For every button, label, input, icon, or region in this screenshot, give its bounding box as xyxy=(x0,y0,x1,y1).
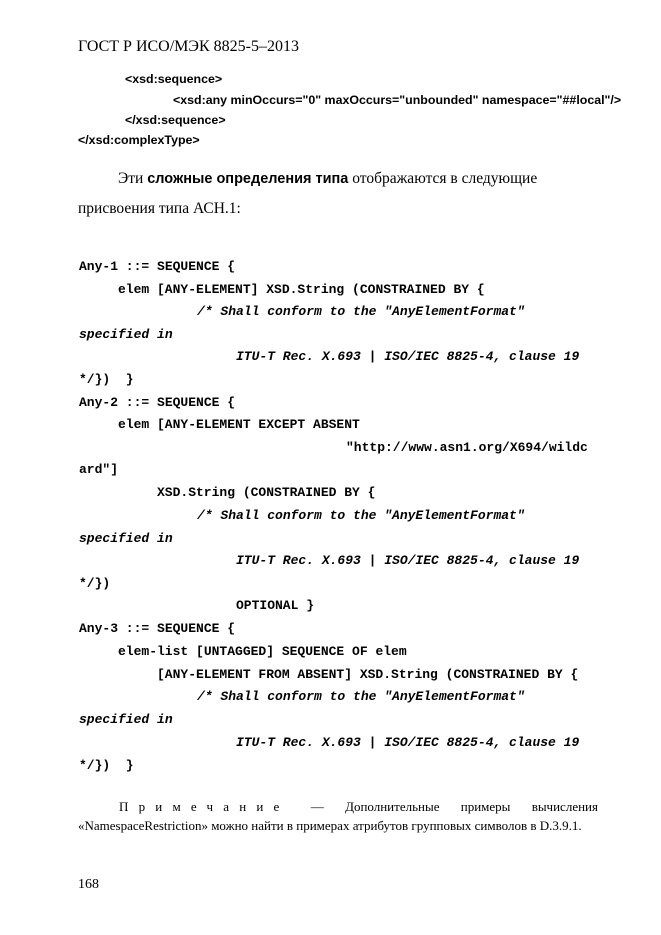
note-line2: «NamespaceRestriction» можно найти в примерах атрибутов групповых символов в D.3.9.1. xyxy=(78,817,582,833)
code-line: elem [ANY-ELEMENT EXCEPT ABSENT xyxy=(118,417,360,432)
code-line: Any-1 ::= SEQUENCE { xyxy=(79,259,236,274)
xml-line: </xsd:complexType> xyxy=(78,133,200,147)
page-header: ГОСТ Р ИСО/МЭК 8825-5–2013 xyxy=(78,38,299,55)
note-dash: — xyxy=(310,799,324,814)
intro-paragraph-line2: присвоения типа АСН.1: xyxy=(78,200,241,217)
intro-paragraph xyxy=(118,170,537,188)
code-comment: specified in xyxy=(79,531,173,546)
code-comment: specified in xyxy=(79,712,173,727)
code-line: Any-3 ::= SEQUENCE { xyxy=(79,621,236,636)
note-lead xyxy=(78,798,290,817)
code-line: elem-list [UNTAGGED] SEQUENCE OF elem xyxy=(118,644,407,659)
note-word: Дополнительные xyxy=(345,799,440,814)
intro-bold-term: сложные определения типа xyxy=(147,171,349,187)
xml-line: <xsd:sequence> xyxy=(125,72,223,86)
code-line: Any-2 ::= SEQUENCE { xyxy=(79,395,236,410)
code-line: XSD.String (CONSTRAINED BY { xyxy=(157,485,376,500)
code-comment: /* Shall conform to the "AnyElementFormat" xyxy=(197,689,525,704)
code-line: [ANY-ELEMENT FROM ABSENT] XSD.String (CONSTRAINED BY { xyxy=(157,667,579,682)
code-line: elem [ANY-ELEMENT] XSD.String (CONSTRAINED BY { xyxy=(118,282,485,297)
code-comment: ITU-T Rec. X.693 | ISO/IEC 8825-4, clause 19 xyxy=(236,553,580,568)
code-line: */}) } xyxy=(79,758,134,773)
code-line: OPTIONAL } xyxy=(236,598,315,613)
code-comment: specified in xyxy=(79,327,173,342)
code-comment: ITU-T Rec. X.693 | ISO/IEC 8825-4, clause 19 xyxy=(236,735,580,750)
note-line1 xyxy=(78,798,598,817)
code-comment: /* Shall conform to the "AnyElementFormat" xyxy=(197,508,525,523)
code-comment: ITU-T Rec. X.693 | ISO/IEC 8825-4, clause 19 xyxy=(236,349,580,364)
note-label: Примечание xyxy=(119,799,290,814)
code-line: */}) } xyxy=(79,372,134,387)
code-line: "http://www.asn1.org/X694/wildc xyxy=(346,440,588,455)
page-number: 168 xyxy=(78,877,99,892)
note-word: вычисления xyxy=(531,799,598,814)
code-line: */}) xyxy=(79,576,111,591)
xml-line: <xsd:any minOccurs="0" maxOccurs="unbounded" namespace="##local"/> xyxy=(173,93,622,107)
intro-text: отображаются в следующие xyxy=(348,170,538,187)
code-line: ard"] xyxy=(79,462,119,477)
note xyxy=(78,798,598,836)
note-word: примеры xyxy=(460,799,511,814)
intro-text: Эти xyxy=(118,170,148,187)
xml-line: </xsd:sequence> xyxy=(125,113,226,127)
code-comment: /* Shall conform to the "AnyElementFormat" xyxy=(197,304,525,319)
